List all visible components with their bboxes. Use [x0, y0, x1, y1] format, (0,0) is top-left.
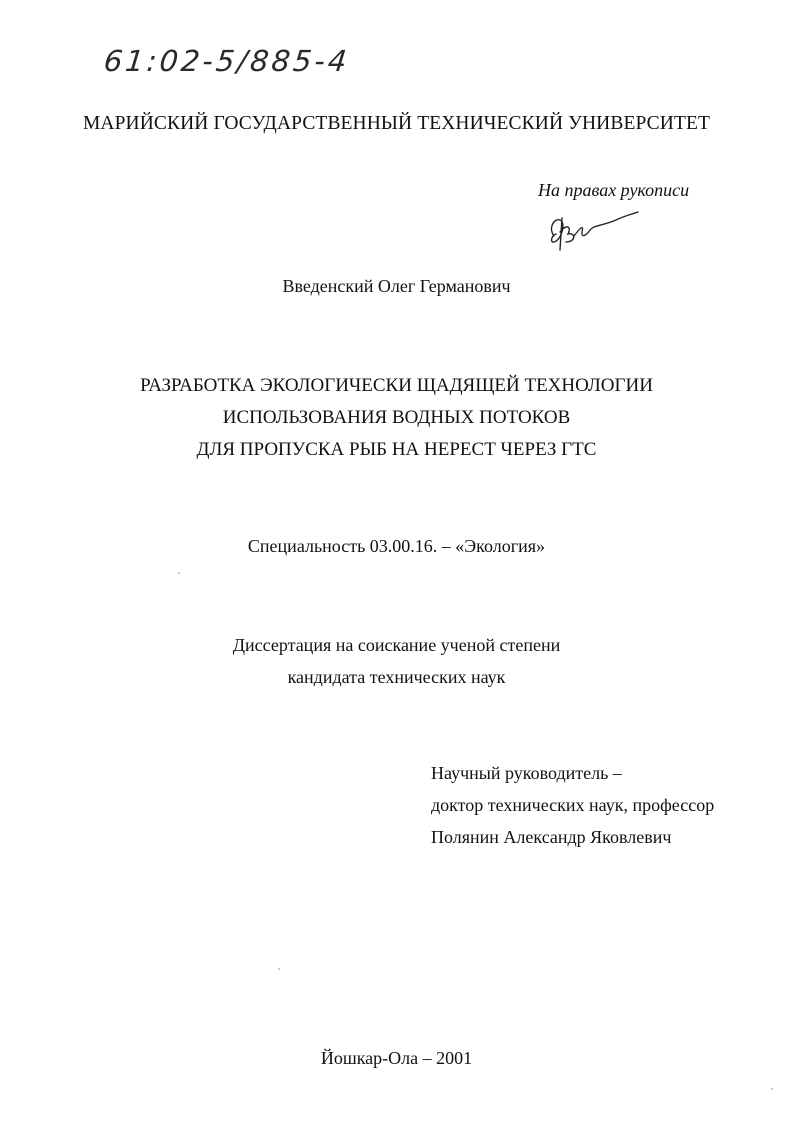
handwritten-catalog-code: 61:02-5/885-4 [102, 44, 352, 78]
supervisor-line: Полянин Александр Яковлевич [431, 827, 672, 847]
title-line: РАЗРАБОТКА ЭКОЛОГИЧЕСКИ ЩАДЯЩЕЙ ТЕХНОЛОГИИ [140, 375, 653, 396]
thesis-title [0, 370, 793, 466]
title-line: ДЛЯ ПРОПУСКА РЫБ НА НЕРЕСТ ЧЕРЕЗ ГТС [196, 439, 597, 460]
title-line: ИСПОЛЬЗОВАНИЯ ВОДНЫХ ПОТОКОВ [222, 407, 571, 428]
supervisor-line: доктор технических наук, профессор [431, 795, 715, 815]
scan-speck [178, 572, 180, 574]
university-name: МАРИЙСКИЙ ГОСУДАРСТВЕННЫЙ ТЕХНИЧЕСКИЙ УНИВЕРСИТЕТ [82, 113, 710, 134]
scan-speck [771, 1088, 773, 1090]
degree-statement [0, 629, 793, 693]
specialty-line: Специальность 03.00.16. – «Экология» [247, 536, 546, 556]
signature-image [546, 206, 642, 256]
supervisor-block [431, 757, 714, 853]
degree-line: Диссертация на соискание ученой степени [232, 635, 561, 655]
scan-speck [278, 968, 280, 970]
degree-line: кандидата технических наук [287, 667, 506, 687]
city-year: Йошкар-Ола – 2001 [320, 1048, 473, 1068]
author-name: Введенский Олег Германович [282, 276, 511, 296]
supervisor-line: Научный руководитель – [431, 763, 622, 783]
rights-note: На правах рукописи [538, 180, 690, 200]
